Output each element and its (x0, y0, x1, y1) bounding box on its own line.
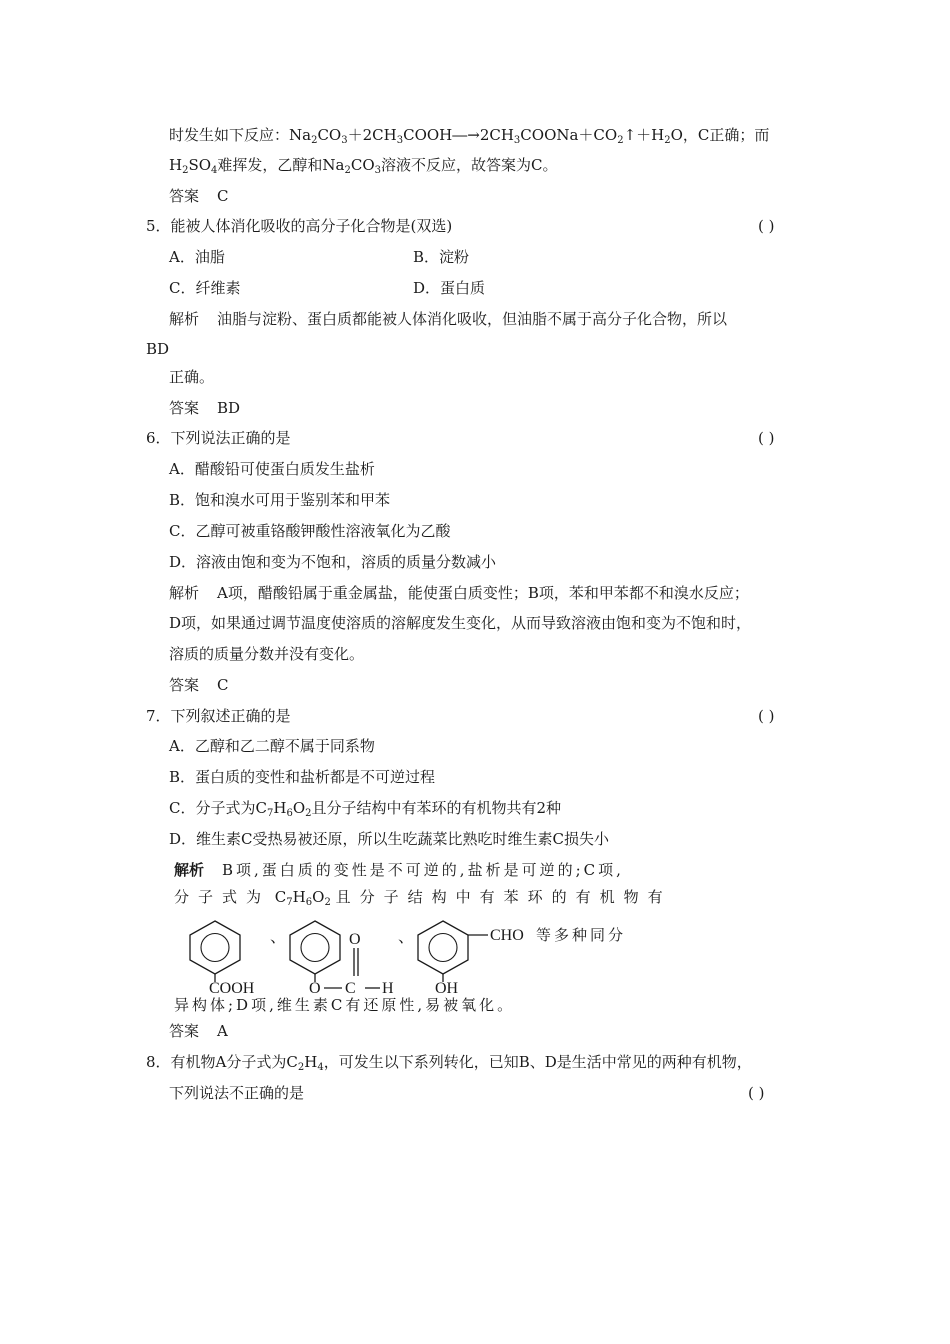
q5-analysis-line-3: 正确。 (169, 368, 215, 386)
q5-option-d: D．蛋白质 (413, 279, 486, 297)
q7-option-b: B．蛋白质的变性和盐析都是不可逆过程 (169, 768, 436, 786)
q7-option-a: A．乙醇和乙二醇不属于同系物 (169, 737, 375, 755)
q7-option-c: C．分子式为$C_7H_6O_2$且分子结构中有苯环的有机物共有2种 (169, 799, 562, 819)
q5-analysis-line-2: BD (146, 340, 170, 358)
q7-analysis-line-1: 解析 B项,蛋白质的变性是不可逆的,盐析是可逆的;C项, (174, 861, 624, 879)
q5-option-b: B．淀粉 (413, 248, 470, 266)
q7-analysis-line-2c: 等多种同分 (536, 928, 627, 944)
q4-analysis-line-1: 时发生如下反应：$Na_2CO_3+2CH_3COOH―\to 2CH_3COONa+CO_2↑+H_2O$，C正确；而 (169, 126, 770, 146)
q6-answer-bracket: ( ) (758, 429, 775, 447)
struct2-o: O (309, 980, 321, 994)
q5-option-c: C．纤维素 (169, 279, 241, 297)
q6-option-c: C．乙醇可被重铬酸钾酸性溶液氧化为乙酸 (169, 522, 451, 540)
q5-option-a: A．油脂 (169, 248, 225, 266)
struct3-oh: OH (435, 980, 459, 994)
q5-answer-bracket: ( ) (758, 217, 775, 235)
structure-separator-2: 、 (398, 929, 415, 946)
struct2-c: C (345, 980, 356, 994)
q6-analysis-line-1: 解析 A项，醋酸铅属于重金属盐，能使蛋白质变性；B项，苯和甲苯都不和溴水反应； (169, 584, 749, 602)
q7-answer: 答案 A (169, 1022, 228, 1040)
struct3-cho: CHO (490, 927, 524, 944)
q7-analysis-line-3: 异构体;D项,维生素C有还原性,易被氧化。 (174, 996, 516, 1014)
q6-option-a: A．醋酸铅可使蛋白质发生盐析 (169, 460, 375, 478)
structure-separator-1: 、 (270, 929, 287, 946)
benzene-ring-icon (190, 921, 240, 982)
q4-answer: 答案 C (169, 187, 229, 205)
q5-analysis-line-1: 解析 油脂与淀粉、蛋白质都能被人体消化吸收，但油脂不属于高分子化合物，所以 (169, 310, 728, 328)
q8-stem-line-2: 下列说法不正确的是 (169, 1084, 305, 1102)
q7-analysis-line-2: 分子式为 $C_7H_6O_2$ 且分子结构中有苯环的有机物有 (174, 888, 672, 908)
q6-analysis-line-3: 溶质的质量分数并没有变化。 (169, 645, 365, 663)
struct1-cooh: COOH (209, 980, 255, 994)
q5-answer: 答案 BD (169, 399, 241, 417)
struct2-top-o: O (349, 931, 361, 948)
q7-answer-bracket: ( ) (758, 707, 775, 725)
q7-option-d: D．维生素C受热易被还原，所以生吃蔬菜比熟吃时维生素C损失小 (169, 830, 609, 848)
q8-stem-line-1: 8．有机物A分子式为$C_2H_4$，可发生以下系列转化，已知B、D是生活中常见的两种有机物， (146, 1053, 752, 1073)
q8-answer-bracket: ( ) (748, 1084, 765, 1102)
benzene-ring-icon (290, 921, 380, 988)
benzene-ring-icon (418, 921, 488, 982)
q6-answer: 答案 C (169, 676, 229, 694)
q7-stem: 7．下列叙述正确的是 (146, 707, 291, 725)
struct2-h: H (382, 980, 394, 994)
q6-stem: 6．下列说法正确的是 (146, 429, 291, 447)
q6-option-b: B．饱和溴水可用于鉴别苯和甲苯 (169, 491, 391, 509)
q4-analysis-line-2: $H_2SO_4$难挥发，乙醇和$Na_2CO_3$溶液不反应，故答案为C。 (169, 156, 558, 176)
q6-option-d: D．溶液由饱和变为不饱和，溶质的质量分数减小 (169, 553, 497, 571)
q6-analysis-line-2: D项，如果通过调节温度使溶质的溶解度发生变化，从而导致溶液由饱和变为不饱和时， (169, 614, 752, 632)
isomer-structures (170, 912, 640, 994)
q5-stem: 5．能被人体消化吸收的高分子化合物是(双选) (146, 217, 453, 235)
